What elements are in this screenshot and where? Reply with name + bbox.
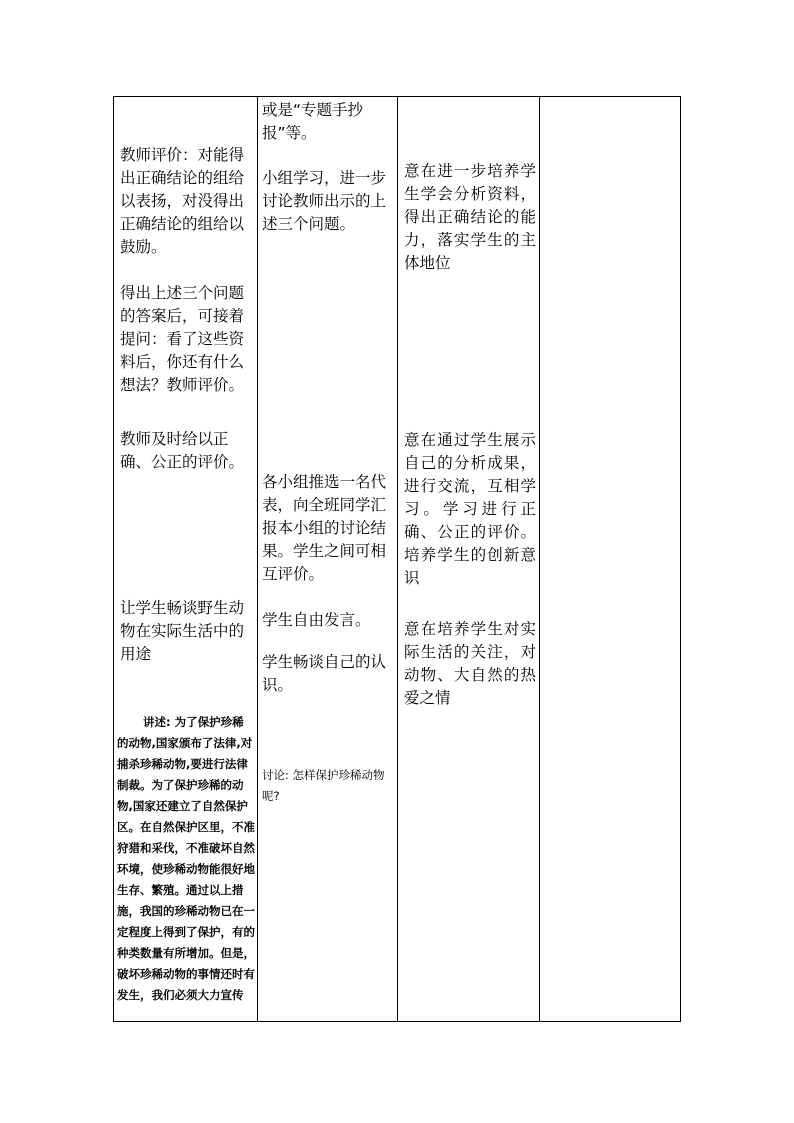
purpose-analysis-text: 意在进一步培养学生学会分析资料，得出正确结论的能力，落实学生的主体地位 <box>404 162 536 272</box>
group-study-text: 小组学习，进一步讨论教师出示的上述三个问题。 <box>262 169 387 233</box>
followup-question-text: 得出上述三个问题的答案后，可接着提问：看了这些资料后，你还有什么想法？教师评价。 <box>120 284 245 394</box>
handwritten-report-text: 或是“专题手抄报”等。 <box>262 101 364 142</box>
group-report-text: 各小组推选一名代表，向全班同学汇报本小组的讨论结果。学生之间可相互评价。 <box>262 473 387 583</box>
column-divider <box>257 97 258 1021</box>
notes-column <box>540 97 680 1021</box>
purpose-exchange-text: 意在通过学生展示自己的分析成果，进行交流，互相学习。学习进行正确、公正的评价。培养学生的创新意识 <box>404 431 536 587</box>
timely-evaluation-text: 教师及时给以正确、公正的评价。 <box>120 430 245 471</box>
discussion-question-text: 讨论: 怎样保护珍稀动物呢? <box>262 768 385 803</box>
free-speech-text: 学生自由发言。 <box>262 611 371 629</box>
student-views-text: 学生畅谈自己的认识。 <box>262 653 387 694</box>
teacher-evaluation-text: 教师评价：对能得出正确结论的组给以表扬，对没得出正确结论的组给以鼓励。 <box>120 146 245 256</box>
column-divider <box>397 97 398 1021</box>
lesson-plan-table <box>113 96 681 1022</box>
lecture-text: 讲述: 为了保护珍稀的动物,国家颁布了法律,对捕杀珍稀动物,要进行法律制裁。为了保护珍稀的动物,国家还建立了自然保护区。在自然保护区里，不准狩猎和采伐，不准破坏自然环境，使珍稀动物能很好地生存、繁殖。通过以上措施，我国的珍稀动物已在一定程度上得到了保护，有的种类数量有所增加。但是，破坏珍稀动物的事情还时有发生，我们必须大力宣传 <box>117 715 255 1002</box>
purpose-nature-text: 意在培养学生对实际生活的关注，对动物、大自然的热爱之情 <box>404 620 536 707</box>
wildlife-uses-text: 让学生畅谈野生动物在实际生活中的用途 <box>120 599 245 663</box>
